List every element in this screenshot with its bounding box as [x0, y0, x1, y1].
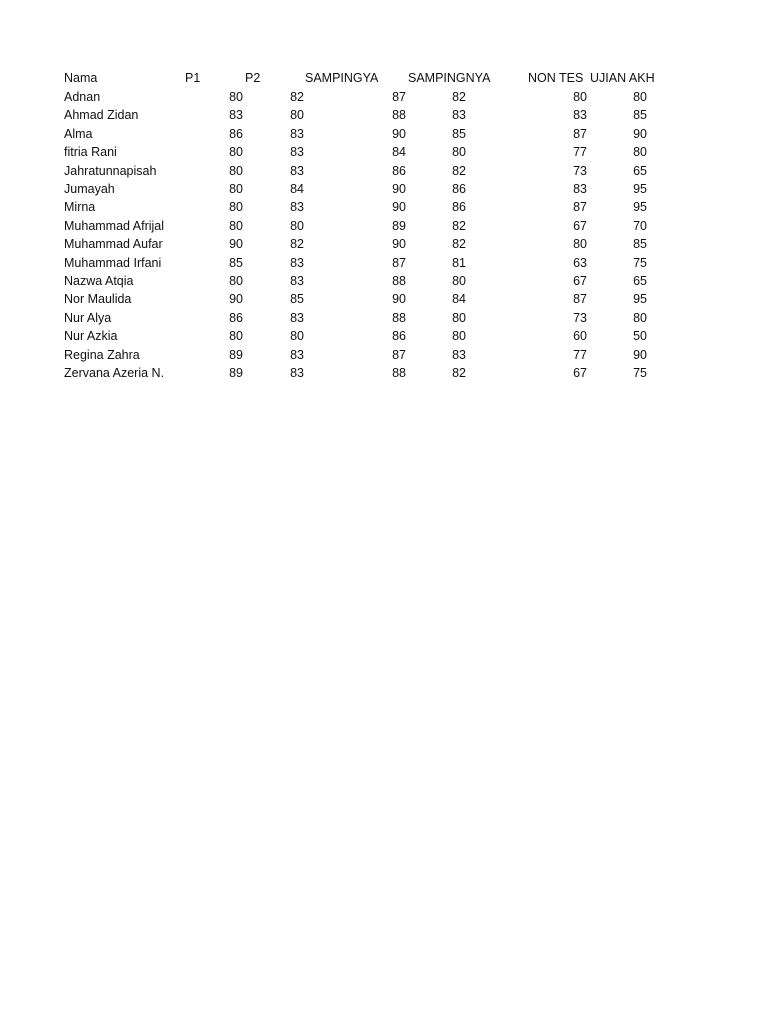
cell-sampingya: 88: [392, 108, 406, 123]
cell-non-tes: 67: [573, 366, 587, 380]
cell-sampingya: 88: [392, 274, 406, 288]
cell-sampingnya: 84: [452, 292, 466, 307]
cell-nama: Jahratunnapisah: [64, 163, 157, 178]
table-row: [0, 217, 768, 235]
cell-nama: Mirna: [64, 200, 96, 215]
cell-non-tes: 83: [573, 182, 587, 196]
cell-sampingnya: 86: [452, 200, 466, 215]
cell-p1: 80: [229, 163, 243, 178]
cell-nama: Zervana Azeria N.: [64, 366, 165, 380]
cell-non-tes: 87: [573, 292, 587, 307]
cell-sampingnya: 82: [452, 366, 466, 380]
cell-non-tes: 77: [573, 347, 587, 362]
cell-p1: 80: [229, 90, 243, 104]
cell-p1: 80: [229, 329, 243, 344]
cell-p2: 82: [290, 237, 304, 252]
table-row: [0, 143, 768, 161]
cell-p1: 80: [229, 145, 243, 160]
cell-nama: Adnan: [64, 90, 101, 104]
cell-sampingya: 86: [392, 329, 406, 344]
cell-ujian-akhir: 75: [633, 255, 647, 270]
header-sampingya: SAMPINGYA: [305, 71, 379, 85]
cell-non-tes: 60: [573, 329, 587, 344]
cell-ujian-akhir: 70: [633, 218, 647, 233]
cell-non-tes: 87: [573, 126, 587, 141]
table-row: [0, 364, 768, 382]
cell-ujian-akhir: 80: [633, 310, 647, 325]
cell-nama: Nur Azkia: [64, 329, 118, 344]
cell-p2: 83: [290, 145, 304, 160]
cell-sampingnya: 82: [452, 163, 466, 178]
table-row: [0, 346, 768, 364]
table-row: [0, 272, 768, 290]
cell-sampingya: 87: [392, 255, 406, 270]
header-nama: Nama: [64, 71, 98, 85]
cell-p1: 83: [229, 108, 243, 123]
cell-non-tes: 67: [573, 218, 587, 233]
cell-non-tes: 80: [573, 90, 587, 104]
cell-non-tes: 87: [573, 200, 587, 215]
cell-sampingya: 90: [392, 200, 406, 215]
cell-non-tes: 83: [573, 108, 587, 123]
cell-p1: 86: [229, 126, 243, 141]
cell-sampingnya: 80: [452, 274, 466, 288]
cell-p2: 83: [290, 274, 304, 288]
cell-ujian-akhir: 75: [633, 366, 647, 380]
cell-p2: 83: [290, 310, 304, 325]
cell-p2: 83: [290, 347, 304, 362]
cell-p2: 83: [290, 163, 304, 178]
cell-sampingnya: 83: [452, 108, 466, 123]
cell-p2: 83: [290, 200, 304, 215]
cell-ujian-akhir: 80: [633, 90, 647, 104]
cell-nama: Muhammad Aufar: [64, 237, 163, 252]
cell-sampingya: 90: [392, 182, 406, 196]
header-non-tes: NON TES: [528, 71, 584, 85]
table-row: [0, 162, 768, 180]
cell-p2: 84: [290, 182, 304, 196]
cell-sampingnya: 86: [452, 182, 466, 196]
cell-nama: Nur Alya: [64, 310, 112, 325]
cell-ujian-akhir: 85: [633, 108, 647, 123]
table-row: [0, 106, 768, 124]
header-p2: P2: [245, 71, 261, 85]
cell-p1: 86: [229, 310, 243, 325]
table-row: [0, 235, 768, 253]
header-row: [0, 69, 768, 87]
cell-sampingya: 88: [392, 366, 406, 380]
cell-sampingya: 86: [392, 163, 406, 178]
cell-p1: 85: [229, 255, 243, 270]
cell-sampingya: 90: [392, 237, 406, 252]
cell-p1: 89: [229, 347, 243, 362]
cell-p2: 85: [290, 292, 304, 307]
table-row: [0, 125, 768, 143]
cell-ujian-akhir: 90: [633, 347, 647, 362]
cell-p2: 80: [290, 218, 304, 233]
header-ujian-akhir: UJIAN AKH: [590, 71, 655, 85]
cell-sampingnya: 85: [452, 126, 466, 141]
cell-p1: 90: [229, 237, 243, 252]
cell-sampingnya: 80: [452, 145, 466, 160]
cell-sampingnya: 83: [452, 347, 466, 362]
cell-nama: Nazwa Atqia: [64, 274, 134, 288]
cell-ujian-akhir: 80: [633, 145, 647, 160]
cell-p2: 83: [290, 126, 304, 141]
cell-p1: 80: [229, 274, 243, 288]
cell-nama: Jumayah: [64, 182, 115, 196]
cell-p1: 80: [229, 200, 243, 215]
cell-p2: 80: [290, 329, 304, 344]
table-row: [0, 88, 768, 106]
cell-sampingnya: 82: [452, 90, 466, 104]
cell-nama: Ahmad Zidan: [64, 108, 139, 123]
cell-sampingya: 89: [392, 218, 406, 233]
cell-sampingnya: 80: [452, 310, 466, 325]
table-row: [0, 327, 768, 345]
cell-p1: 90: [229, 292, 243, 307]
cell-p1: 89: [229, 366, 243, 380]
cell-non-tes: 73: [573, 310, 587, 325]
table-row: [0, 290, 768, 308]
cell-nama: Regina Zahra: [64, 347, 140, 362]
cell-sampingnya: 81: [452, 255, 466, 270]
header-p1: P1: [185, 71, 201, 85]
cell-ujian-akhir: 95: [633, 182, 647, 196]
cell-non-tes: 73: [573, 163, 587, 178]
cell-p1: 80: [229, 182, 243, 196]
cell-sampingnya: 82: [452, 218, 466, 233]
cell-p1: 80: [229, 218, 243, 233]
cell-p2: 83: [290, 366, 304, 380]
cell-sampingnya: 82: [452, 237, 466, 252]
cell-sampingya: 84: [392, 145, 406, 160]
cell-nama: Alma: [64, 126, 93, 141]
cell-nama: Muhammad Afrijal: [64, 218, 165, 233]
cell-sampingnya: 80: [452, 329, 466, 344]
cell-ujian-akhir: 85: [633, 237, 647, 252]
cell-nama: Nor Maulida: [64, 292, 132, 307]
cell-non-tes: 63: [573, 255, 587, 270]
header-sampingnya: SAMPINGNYA: [408, 71, 491, 85]
cell-ujian-akhir: 50: [633, 329, 647, 344]
cell-sampingya: 88: [392, 310, 406, 325]
table-row: [0, 254, 768, 272]
cell-sampingya: 87: [392, 90, 406, 104]
cell-p2: 82: [290, 90, 304, 104]
cell-sampingya: 90: [392, 126, 406, 141]
table-row: [0, 198, 768, 216]
cell-ujian-akhir: 65: [633, 274, 647, 288]
cell-ujian-akhir: 90: [633, 126, 647, 141]
cell-nama: Muhammad Irfani: [64, 255, 162, 270]
cell-p2: 83: [290, 255, 304, 270]
cell-sampingya: 90: [392, 292, 406, 307]
table-row: [0, 180, 768, 198]
cell-non-tes: 67: [573, 274, 587, 288]
cell-sampingya: 87: [392, 347, 406, 362]
cell-non-tes: 80: [573, 237, 587, 252]
cell-ujian-akhir: 95: [633, 200, 647, 215]
cell-non-tes: 77: [573, 145, 587, 160]
cell-ujian-akhir: 65: [633, 163, 647, 178]
table-row: [0, 309, 768, 327]
cell-p2: 80: [290, 108, 304, 123]
cell-nama: fitria Rani: [64, 145, 117, 160]
cell-ujian-akhir: 95: [633, 292, 647, 307]
